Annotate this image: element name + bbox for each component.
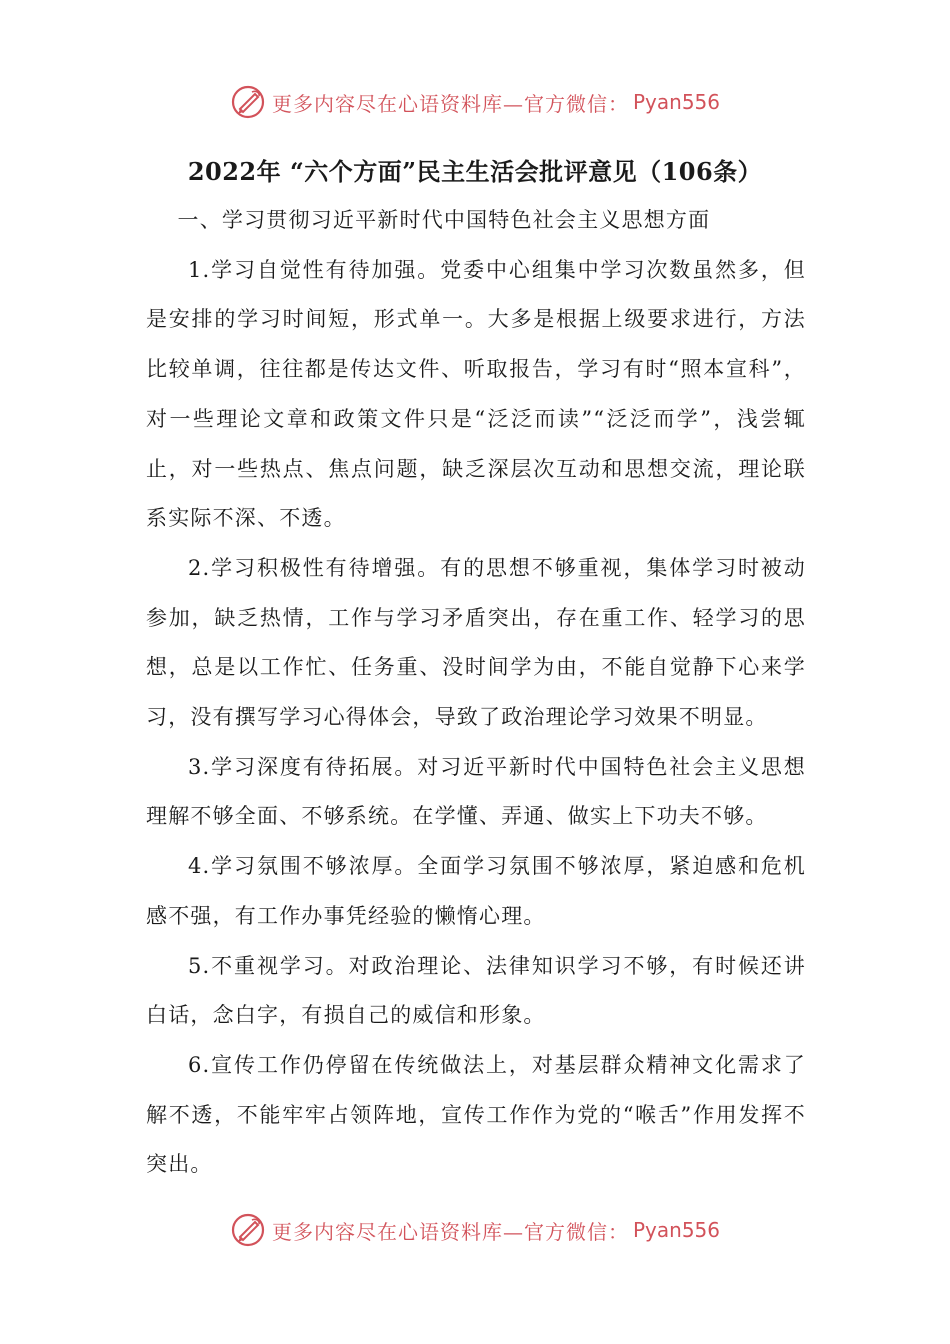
list-item: 4.学习氛围不够浓厚。全面学习氛围不够浓厚，紧迫感和危机感不强，有工作办事凭经验的懒惰心理。 — [146, 854, 806, 928]
document-body — [146, 196, 806, 1190]
section-heading: 一、学习贯彻习近平新时代中国特色社会主义思想方面 — [177, 208, 711, 232]
list-item: 5.不重视学习。对政治理论、法律知识学习不够，有时候还讲白话，念白字，有损自己的威信和形象。 — [146, 953, 806, 1028]
watermark-banner-top — [0, 80, 950, 124]
watermark-slogan: 更多内容尽在心语资料库—官方微信： — [271, 91, 629, 116]
list-item: 2.学习积极性有待增强。有的思想不够重视，集体学习时被动参加，缺乏热情，工作与学习矛盾突出，存在重工作、轻学习的思想，总是以工作忙、任务重、没时间学为由，不能自觉静下心来学习，没有撰写学习心得体会，导致了政治理论学习效果不明显。 — [146, 555, 806, 730]
pen-circle-logo-icon — [230, 1212, 266, 1248]
watermark-banner-bottom — [0, 1208, 950, 1252]
watermark-slogan: 更多内容尽在心语资料库—官方微信： — [271, 1219, 629, 1244]
watermark-handle: Pyan556 — [632, 90, 720, 114]
pen-circle-logo-icon — [230, 84, 266, 120]
list-item: 6.宣传工作仍停留在传统做法上，对基层群众精神文化需求了解不透，不能牢牢占领阵地，宣传工作作为党的“喉舌”作用发挥不突出。 — [146, 1052, 806, 1177]
list-item: 3.学习深度有待拓展。对习近平新时代中国特色社会主义思想理解不够全面、不够系统。在学懂、弄通、做实上下功夫不够。 — [146, 754, 806, 829]
watermark-handle: Pyan556 — [632, 1218, 720, 1242]
list-item: 1.学习自觉性有待加强。党委中心组集中学习次数虽然多，但是安排的学习时间短，形式单一。大多是根据上级要求进行，方法比较单调，往往都是传达文件、听取报告，学习有时“照本宣科”，对一些理论文章和政策文件只是“泛泛而读”“泛泛而学”，浅尝辄止，对一些热点、焦点问题，缺乏深层次互动和思想交流，理论联系实际不深、不透。 — [146, 257, 806, 531]
document-title: 2022年 “六个方面”民主生活会批评意见（106条） — [187, 157, 763, 186]
